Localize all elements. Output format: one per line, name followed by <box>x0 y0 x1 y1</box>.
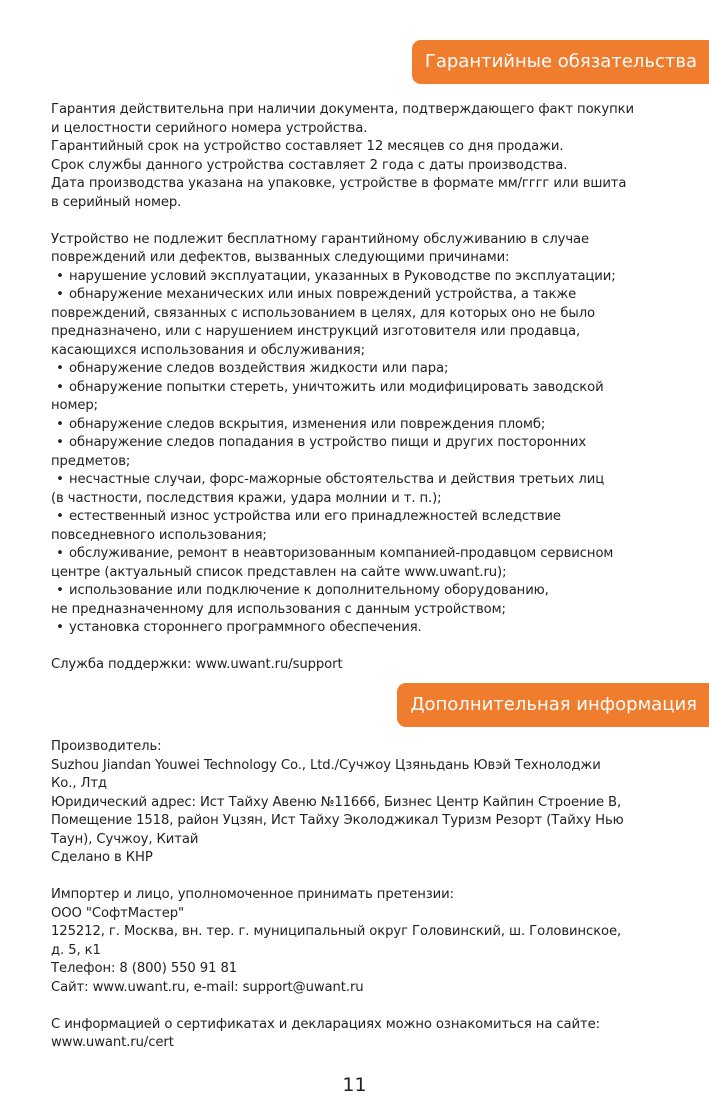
exclusion-text: повреждений, связанных с использованием в целях, для которых оно не было <box>51 305 596 321</box>
bullet-icon: • <box>56 620 64 635</box>
warranty-intro-line: Дата производства указана на упаковке, устройстве в формате мм/гггг или вшита <box>51 176 627 191</box>
importer-info <box>51 886 691 997</box>
warranty-heading: Гарантийные обязательства <box>412 40 709 84</box>
exclusion-text: Устройство не подлежит бесплатному гарантийному обслуживанию в случае <box>51 231 590 247</box>
bullet-icon: • <box>56 509 64 524</box>
certificate-line: С информацией о сертификатах и декларациях можно ознакомиться на сайте: <box>51 1016 600 1032</box>
manufacturer-line: Производитель: <box>51 739 162 754</box>
exclusion-text-line <box>51 564 691 583</box>
exclusion-bullet-item <box>51 379 691 398</box>
exclusion-text: естественный износ устройства или его принадлежностей вследствие <box>69 509 561 524</box>
manufacturer-line: Сделано в КНР <box>51 850 153 865</box>
certificate-line: www.uwant.ru/cert <box>51 1035 174 1050</box>
exclusion-bullet-item <box>51 416 691 435</box>
additional-info-heading: Дополнительная информация <box>397 683 709 727</box>
exclusion-text-line <box>51 231 691 250</box>
exclusion-text: обнаружение следов попадания в устройство пищи и других посторонних <box>69 435 587 450</box>
bullet-icon: • <box>56 416 64 432</box>
bullet-icon: • <box>56 268 64 284</box>
exclusion-text: обнаружение механических или иных повреждений устройства, а также <box>69 287 577 302</box>
support-text: Служба поддержки: www.uwant.ru/support <box>51 657 343 672</box>
manufacturer-line: Suzhou Jiandan Youwei Technology Co., Ltd./Сучжоу Цзяньдань Ювэй Технолоджи <box>51 757 601 773</box>
exclusion-bullet-item <box>51 619 691 638</box>
bullet-icon: • <box>56 287 64 302</box>
exclusion-bullet-item <box>51 286 691 305</box>
importer-line: Телефон: 8 (800) 550 91 81 <box>51 961 238 976</box>
importer-line: Импортер и лицо, уполномоченное принимать претензии: <box>51 887 454 902</box>
exclusion-text: несчастные случаи, форс-мажорные обстоятельства и действия третьих лиц <box>69 472 605 487</box>
exclusion-bullet-item <box>51 582 691 601</box>
exclusion-text: повседневного использования; <box>51 527 267 543</box>
importer-line: ООО "СофтМастер" <box>51 905 184 921</box>
warranty-intro-line: в серийный номер. <box>51 194 182 210</box>
exclusion-bullet-item <box>51 360 691 379</box>
warranty-section <box>51 101 691 675</box>
exclusion-text: касающихся использования и обслуживания; <box>51 342 365 358</box>
manufacturer-line: Помещение 1518, район Уцзян, Ист Тайху Эколоджикал Туризм Резорт (Тайху Нью <box>51 813 624 828</box>
importer-line: д. 5, к1 <box>51 942 101 958</box>
exclusion-text: обслуживание, ремонт в неавторизованным компанией-продавцом сервисном <box>69 546 614 561</box>
exclusion-text: номер; <box>51 398 98 413</box>
exclusion-text: (в частности, последствия кражи, удара молнии и т. п.); <box>51 490 442 506</box>
additional-info-section <box>51 738 691 1053</box>
exclusion-text-line <box>51 323 691 342</box>
bullet-icon: • <box>56 546 64 561</box>
exclusion-text: использование или подключение к дополнительному оборудованию, <box>69 583 549 598</box>
exclusion-text-line <box>51 249 691 268</box>
manufacturer-line: Таун), Сучжоу, Китай <box>51 831 199 847</box>
importer-line: Сайт: www.uwant.ru, e-mail: support@uwant.ru <box>51 979 364 995</box>
bullet-icon: • <box>56 435 64 450</box>
warranty-intro-line: Гарантия действительна при наличии документа, подтверждающего факт покупки <box>51 102 634 117</box>
exclusion-text-line <box>51 342 691 361</box>
exclusion-text: центре (актуальный список представлен на сайте www.uwant.ru); <box>51 564 507 580</box>
bullet-icon: • <box>56 361 64 376</box>
exclusion-text: предметов; <box>51 453 131 469</box>
exclusion-text-line <box>51 453 691 472</box>
manufacturer-info <box>51 738 691 868</box>
exclusion-bullet-item <box>51 434 691 453</box>
exclusion-bullet-item <box>51 545 691 564</box>
exclusion-bullet-item <box>51 508 691 527</box>
manufacturer-line: Ко., Лтд <box>51 776 107 791</box>
warranty-intro-line: Гарантийный срок на устройство составляет 12 месяцев со дня продажи. <box>51 139 564 154</box>
exclusion-text-line <box>51 490 691 509</box>
exclusion-text: обнаружение следов вскрытия, изменения или повреждения пломб; <box>69 416 546 432</box>
exclusion-text: не предназначенному для использования с данным устройством; <box>51 601 506 617</box>
warranty-intro <box>51 101 691 212</box>
exclusion-text: предназначено, или с нарушением инструкций изготовителя или продавца, <box>51 324 581 339</box>
exclusion-text-line <box>51 527 691 546</box>
exclusion-text: обнаружение следов воздействия жидкости или пара; <box>69 361 449 376</box>
exclusion-text: повреждений или дефектов, вызванных следующими причинами: <box>51 250 510 265</box>
bullet-icon: • <box>56 583 64 598</box>
exclusion-bullet-item <box>51 268 691 287</box>
importer-line: 125212, г. Москва, вн. тер. г. муниципальный округ Головинский, ш. Головинское, <box>51 924 622 939</box>
exclusion-text-line <box>51 397 691 416</box>
exclusion-bullet-item <box>51 471 691 490</box>
exclusion-text: обнаружение попытки стереть, уничтожить или модифицировать заводской <box>69 379 604 395</box>
exclusion-text-line <box>51 305 691 324</box>
exclusion-text-line <box>51 601 691 620</box>
page-number: 11 <box>342 1074 367 1096</box>
exclusion-text: установка стороннего программного обеспечения. <box>69 620 422 635</box>
warranty-intro-line: Срок службы данного устройства составляет 2 года с даты производства. <box>51 157 568 173</box>
certificate-info <box>51 1016 691 1053</box>
bullet-icon: • <box>56 472 64 487</box>
manufacturer-line: Юридический адрес: Ист Тайху Авеню №11666, Бизнес Центр Кайпин Строение B, <box>51 794 622 810</box>
warranty-intro-line: и целостности серийного номера устройства. <box>51 120 368 136</box>
exclusion-text: нарушение условий эксплуатации, указанных в Руководстве по эксплуатации; <box>69 268 616 284</box>
warranty-exclusions-list <box>51 231 691 638</box>
bullet-icon: • <box>56 379 64 395</box>
